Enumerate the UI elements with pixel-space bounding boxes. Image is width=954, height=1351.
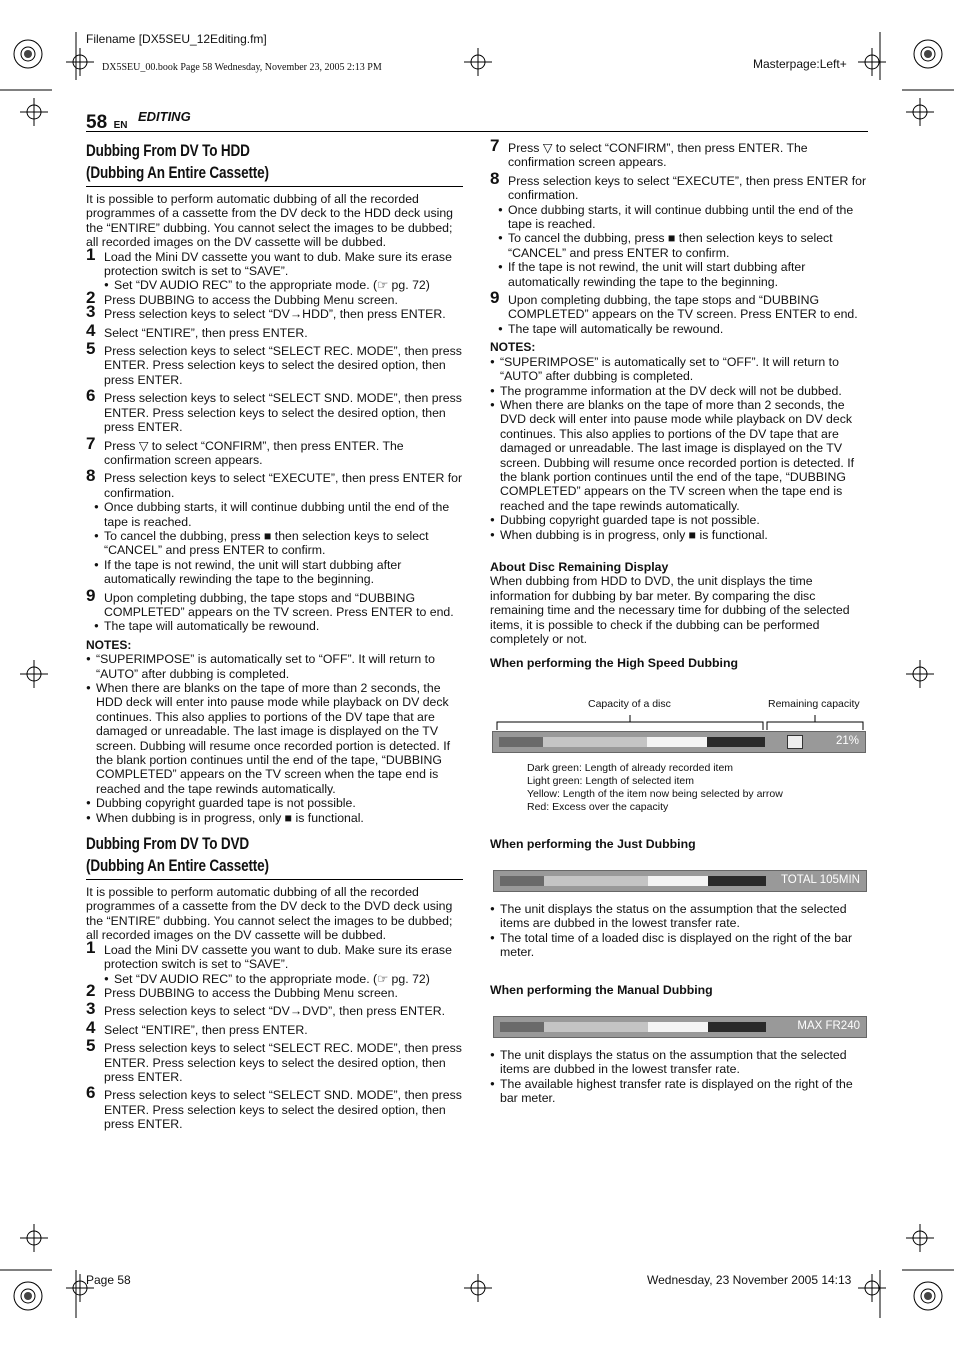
header-rule	[86, 131, 868, 132]
hdd-notes-label: NOTES:	[86, 637, 132, 652]
dvd-note-5: ● When dubbing is in progress, only ■ is functional.	[490, 528, 868, 542]
footer-page: Page 58	[86, 1273, 131, 1287]
remaining-label: Remaining capacity	[768, 698, 860, 710]
dvd-note-2: ● The programme information at the DV deck will not be dubbed.	[490, 384, 868, 398]
hdd-step-6: 6 Press selection keys to select “SELECT SND. MODE”, then press ENTER. Press selection keys to select the desired option, then press ENTER.	[86, 386, 462, 435]
dvd-step-3: 3 Press selection keys to select “DV→DVD”, then press ENTER.	[86, 999, 446, 1019]
hdd-step-1-bullet: ● Set “DV AUDIO REC” to the appropriate mode. (☞ pg. 72)	[104, 278, 463, 292]
dvd-intro: It is possible to perform automatic dubbing of all the recorded programmes of a cassette from the DV deck to the DVD deck using the “ENTIRE” dubbing. You cannot select the images to be dubbed; all recorded images on the DV cassette will be dubbed.	[86, 885, 453, 943]
hdd-note-3: ● Dubbing copyright guarded tape is not possible.	[86, 796, 463, 810]
hdd-step-3: 3 Press selection keys to select “DV→HDD”, then press ENTER.	[86, 302, 446, 322]
dvd-title: Dubbing From DV To DVD (Dubbing An Entire Cassette)	[86, 833, 463, 880]
bar-legend: Dark green: Length of already recorded item Light green: Length of selected item Yellow: Length of the item now being selected by arrow Red: Excess over the capacity	[527, 762, 783, 813]
dvd-notes-label: NOTES:	[490, 340, 536, 355]
dvd-step-9: 9 Upon completing dubbing, the tape stops and “DUBBING COMPLETED” appears on the TV screen. Press ENTER to end.	[490, 288, 858, 322]
dvd-note-3: ● When there are blanks on the tape of more than 2 seconds, the DVD deck will enter into pause mode while playback on DV deck continues. This also applies to portions of the DV tape that are damaged or unreadable. The last image is displayed on the TV screen. Dubbing will resume once recorded portion is detected. If the blank portion continues until the end of the tape, “DUBBING COMPLETED” appears on the TV screen when the tape end is reached and the tape rewinds automatically.	[490, 398, 868, 513]
hdd-step-5: 5 Press selection keys to select “SELECT REC. MODE”, then press ENTER. Press selection keys to select the desired option, then press ENTER.	[86, 339, 462, 387]
book-info: DX5SEU_00.book Page 58 Wednesday, November 23, 2005 2:13 PM	[102, 62, 382, 73]
hdd-step-2: 2 Press DUBBING to access the Dubbing Menu screen.	[86, 287, 398, 307]
high-speed-title: When performing the High Speed Dubbing	[490, 656, 738, 671]
dvd-step-8-bullet-2: ● To cancel the dubbing, press ■ then selection keys to select “CANCEL” and press ENTER to confirm.	[498, 231, 868, 260]
hdd-step-9: 9 Upon completing dubbing, the tape stops and “DUBBING COMPLETED” appears on the TV screen. Press ENTER to end.	[86, 585, 454, 619]
disc-icon	[787, 735, 803, 749]
just-dubbing-value: TOTAL 105MIN	[780, 874, 860, 886]
bar-light-segment	[543, 737, 647, 747]
disc-title: About Disc Remaining Display	[490, 559, 669, 574]
dvd-step-1-bullet: ● Set “DV AUDIO REC” to the appropriate mode. (☞ pg. 72)	[104, 972, 463, 986]
bar-dark-segment	[499, 737, 543, 747]
dvd-note-1: ● “SUPERIMPOSE” is automatically set to “OFF”. It will return to “AUTO” after dubbing is completed.	[490, 355, 868, 384]
section-label: EDITING	[137, 109, 191, 124]
capacity-label: Capacity of a disc	[588, 698, 671, 710]
hdd-step-8: 8 Press selection keys to select “EXECUTE”, then press ENTER for confirmation.	[86, 466, 463, 500]
manual-dubbing-notes: ● The unit displays the status on the assumption that the selected items are dubbed in the lowest transfer rate. ● The available highest transfer rate is displayed on the right of the bar meter.	[490, 1048, 868, 1106]
hdd-title: Dubbing From DV To HDD (Dubbing An Entire Cassette)	[86, 140, 463, 187]
hdd-step-8-bullet-2: ● To cancel the dubbing, press ■ then selection keys to select “CANCEL” and press ENTER to confirm.	[94, 529, 463, 558]
hdd-note-1: ● “SUPERIMPOSE” is automatically set to “OFF”. It will return to “AUTO” after dubbing is completed.	[86, 652, 463, 681]
just-dubbing-bar	[493, 870, 867, 892]
hdd-step-8-bullet-3: ● If the tape is not rewind, the unit will start dubbing after automatically rewinding the tape to the beginning.	[94, 558, 463, 587]
just-dubbing-notes: ● The unit displays the status on the assumption that the selected items are dubbed in the lowest transfer rate. ● The total time of a loaded disc is displayed on the right of the bar meter.	[490, 902, 868, 960]
dvd-step-2: 2 Press DUBBING to access the Dubbing Menu screen.	[86, 980, 398, 1000]
just-dubbing-title: When performing the Just Dubbing	[490, 837, 696, 851]
hdd-intro: It is possible to perform automatic dubbing of all the recorded programmes of a cassette from the DV deck to the HDD deck using the “ENTIRE” dubbing. You cannot select the images to be dubbed; all recorded images on the DV cassette will be dubbed.	[86, 192, 454, 250]
dvd-step-8-bullet-1: ● Once dubbing starts, it will continue dubbing until the end of the tape is reached.	[498, 203, 868, 232]
dvd-step-8-bullet-3: ● If the tape is not rewind, the unit will start dubbing after automatically rewinding the tape to the beginning.	[498, 260, 868, 289]
footer-date: Wednesday, 23 November 2005 14:13	[647, 1273, 852, 1287]
page-number: 58	[86, 112, 108, 133]
bar-yellow-segment	[647, 737, 707, 747]
hdd-step-8-bullet-1: ● Once dubbing starts, it will continue dubbing until the end of the tape is reached.	[94, 500, 463, 529]
left-column	[86, 140, 463, 1132]
dvd-step-9-bullet: ● The tape will automatically be rewound.	[498, 322, 868, 336]
hdd-step-1: 1 Load the Mini DV cassette you want to dub. Make sure its erase protection switch is set to “SAVE”.	[86, 244, 452, 279]
dvd-step-4: 4 Select “ENTIRE”, then press ENTER.	[86, 1017, 308, 1037]
hdd-note-2: ● When there are blanks on the tape of more than 2 seconds, the HDD deck will enter into pause mode while playback on DV deck continues. This also applies to portions of the DV tape that are damaged or unreadable. The last image is displayed on the TV screen. Dubbing will resume once recorded portion is detected. If the blank portion continues until the end of the tape, “DUBBING COMPLETED” appears on the TV screen when the tape end is reached and the tape rewinds automatically.	[86, 681, 463, 796]
manual-dubbing-value: MAX FR240	[797, 1020, 860, 1032]
masterpage: Masterpage:Left+	[753, 57, 847, 71]
dvd-step-6: 6 Press selection keys to select “SELECT SND. MODE”, then press ENTER. Press selection keys to select the desired option, then press ENTER.	[86, 1083, 462, 1132]
capacity-brackets	[495, 712, 867, 732]
manual-dubbing-title: When performing the Manual Dubbing	[490, 983, 713, 997]
dvd-step-5: 5 Press selection keys to select “SELECT REC. MODE”, then press ENTER. Press selection keys to select the desired option, then press ENTER.	[86, 1036, 462, 1084]
lang-code: EN	[113, 120, 128, 131]
dvd-step-1: 1 Load the Mini DV cassette you want to dub. Make sure its erase protection switch is set to “SAVE”.	[86, 937, 452, 972]
right-column	[490, 136, 868, 671]
dvd-step-8: 8 Press selection keys to select “EXECUTE”, then press ENTER for confirmation.	[490, 168, 867, 203]
hdd-step-4: 4 Select “ENTIRE”, then press ENTER.	[86, 320, 308, 340]
high-speed-bar	[492, 731, 866, 753]
manual-dubbing-bar	[493, 1016, 867, 1038]
dvd-step-7: 7 Press ▽ to select “CONFIRM”, then press ENTER. The confirmation screen appears.	[490, 136, 808, 170]
hdd-step-9-bullet: ● The tape will automatically be rewound.	[94, 619, 463, 633]
hdd-note-4: ● When dubbing is in progress, only ■ is functional.	[86, 811, 463, 825]
disc-body: When dubbing from HDD to DVD, the unit displays the time information for dubbing by bar meter. By comparing the disc remaining time and the necessary time for dubbing of the selected items, it is possible to check if the dubbing can be performed completely or not.	[490, 574, 850, 646]
dvd-note-4: ● Dubbing copyright guarded tape is not possible.	[490, 513, 868, 527]
hdd-step-7: 7 Press ▽ to select “CONFIRM”, then press ENTER. The confirmation screen appears.	[86, 433, 404, 467]
high-speed-value: 21%	[835, 735, 859, 747]
filename: Filename [DX5SEU_12Editing.fm]	[86, 32, 267, 46]
bar-red-segment	[707, 737, 765, 747]
